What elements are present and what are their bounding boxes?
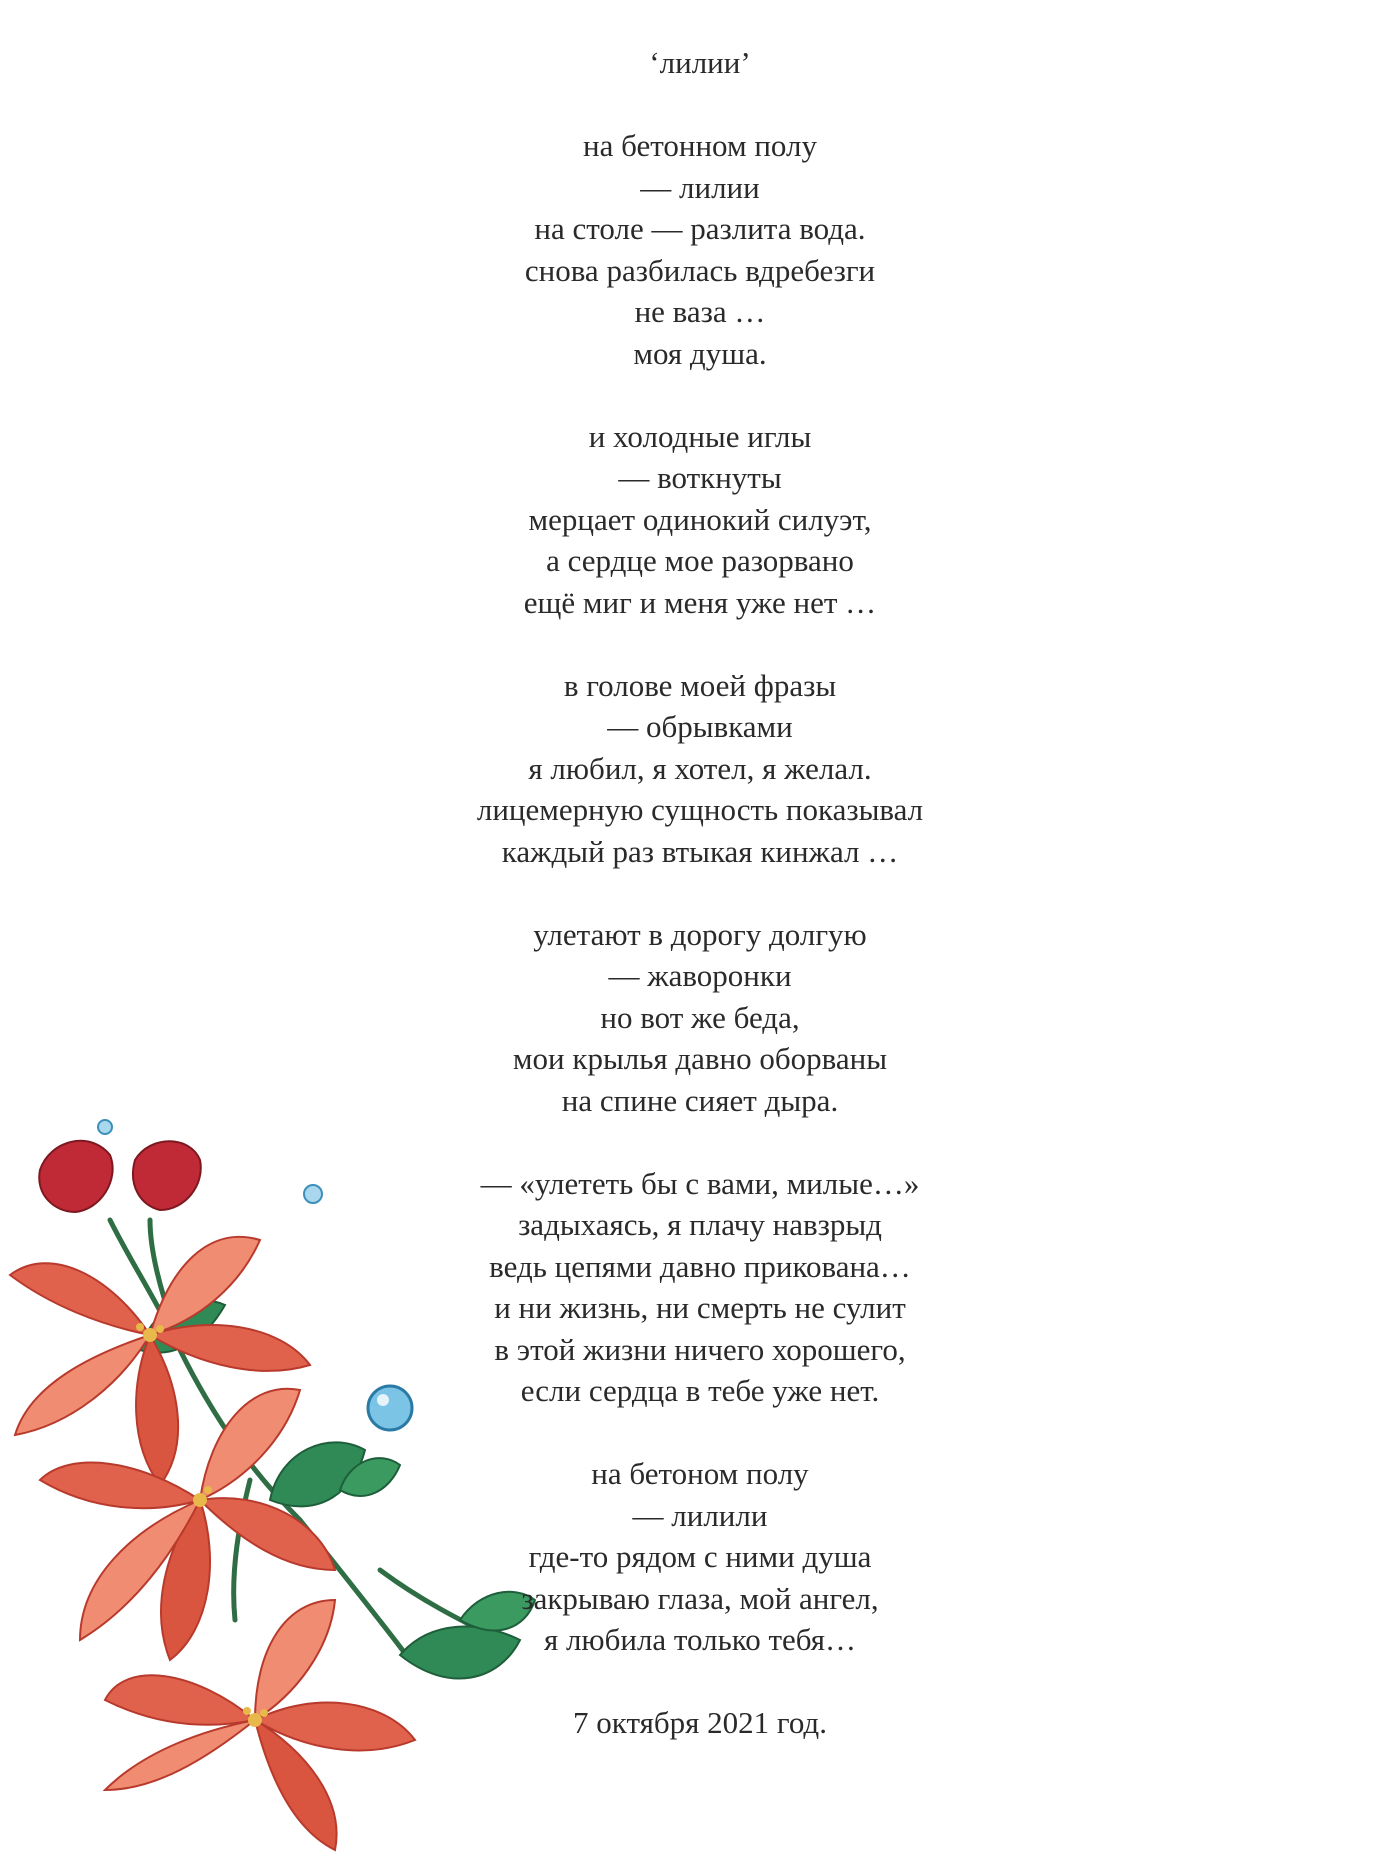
poem-line: и ни жизнь, ни смерть не сулит	[494, 1290, 906, 1325]
poem-line: — «улететь бы с вами, милые…»	[480, 1165, 920, 1201]
poem-line: на спине сияет дыра.	[561, 1082, 839, 1118]
poem-title: ‘лилии’	[649, 45, 751, 80]
stanza-1	[400, 125, 1000, 374]
poem-line: ещё миг и меня уже нет …	[523, 584, 877, 620]
poem-line: не ваза …	[634, 294, 766, 329]
poem-line: на бетоном полу	[591, 1456, 809, 1491]
bud-icon	[39, 1141, 112, 1212]
stanza-5	[400, 1163, 1000, 1412]
poem-line: и холодные иглы	[588, 418, 812, 454]
poem-line: — лилили	[632, 1497, 768, 1533]
stanza-3	[400, 665, 1000, 873]
lily-flower-bottom	[105, 1600, 415, 1850]
poem	[400, 42, 1000, 1744]
poem-line: задыхаясь, я плачу навзрыд	[518, 1207, 882, 1242]
poem-line: где-то рядом с ними душа	[528, 1539, 872, 1574]
poem-line: а сердце мое разорвано	[546, 543, 854, 578]
stanza-6	[400, 1453, 1000, 1661]
poem-line: каждый раз втыкая кинжал …	[501, 833, 899, 869]
bud-icon	[133, 1141, 201, 1210]
poem-line: закрываю глаза, мой ангел,	[521, 1580, 879, 1616]
poem-line: в голове моей фразы	[563, 667, 837, 703]
poem-line: на бетонном полу	[583, 128, 817, 163]
poem-line: моя душа.	[633, 335, 767, 371]
poem-line: я любила только тебя…	[543, 1622, 857, 1657]
poem-line: мои крылья давно оборваны	[512, 1041, 888, 1076]
poem-line: если сердца в тебе уже нет.	[520, 1373, 880, 1408]
water-drop-icon	[377, 1394, 389, 1406]
poem-line: в этой жизни ничего хорошего,	[494, 1331, 906, 1367]
poem-line: на столе — разлита вода.	[534, 211, 866, 246]
stanza-4	[400, 914, 1000, 1122]
poem-line: улетают в дорогу долгую	[533, 916, 867, 952]
poem-line: мерцает одинокий силуэт,	[528, 501, 872, 537]
poem-line: ведь цепями давно прикована…	[489, 1248, 911, 1284]
water-drop-icon	[98, 1120, 112, 1134]
poem-line: — обрывками	[607, 709, 793, 744]
poem-line: я любил, я хотел, я желал.	[528, 750, 872, 786]
stanza-2	[400, 416, 1000, 624]
poem-date: 7 октября 2021 год.	[573, 1705, 827, 1740]
water-drop-icon	[304, 1185, 322, 1203]
poem-line: но вот же беда,	[600, 999, 800, 1035]
buds	[39, 1141, 201, 1212]
poem-line: — лилии	[640, 169, 760, 205]
poem-line: лицемерную сущность показывал	[476, 792, 924, 827]
poem-line: — воткнуты	[618, 460, 782, 495]
poem-line: — жаворонки	[608, 958, 792, 993]
poem-line: снова разбилась вдребезги	[524, 252, 876, 288]
